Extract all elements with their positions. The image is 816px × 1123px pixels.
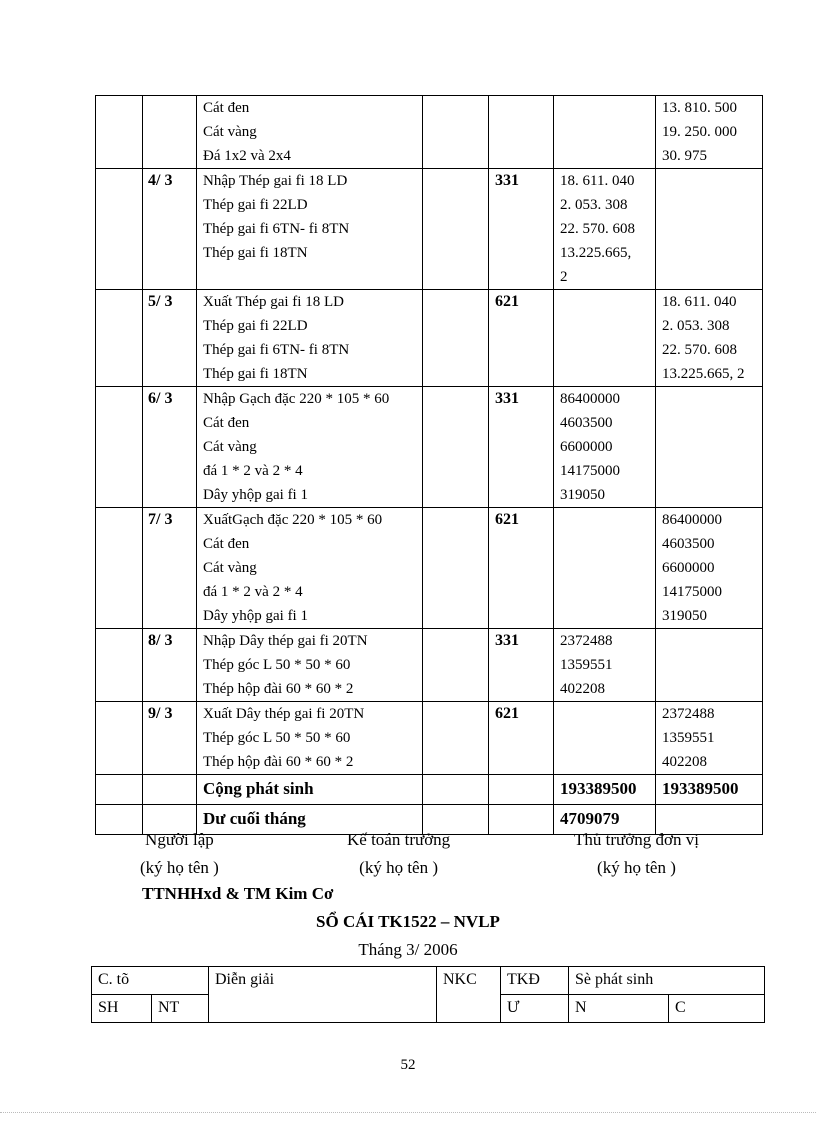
cell-line: 2372488 bbox=[560, 633, 613, 649]
cell-line: 13. 810. 500 bbox=[662, 100, 737, 116]
cell-line: 6600000 bbox=[662, 560, 715, 576]
cell-line: 2. 053. 308 bbox=[662, 318, 730, 334]
cell-line: đá 1 * 2 và 2 * 4 bbox=[203, 463, 303, 479]
signature-head bbox=[574, 826, 699, 882]
ledger-cell-credit bbox=[656, 96, 763, 169]
cell-line: Thép góc L 50 * 50 * 60 bbox=[203, 730, 351, 746]
cell-line: 402208 bbox=[560, 681, 605, 697]
cell-line: 1359551 bbox=[560, 657, 613, 673]
ledger-cell-desc bbox=[197, 169, 423, 290]
company-name: TTNHHxd & TM Kim Cơ bbox=[142, 884, 334, 903]
cell-line: Thép góc L 50 * 50 * 60 bbox=[203, 657, 351, 673]
ledger-row bbox=[96, 169, 763, 290]
ledger-cell-desc bbox=[197, 290, 423, 387]
contra-account-header: TKĐ bbox=[501, 967, 569, 995]
amounts-header: Sè phát sinh bbox=[569, 967, 765, 995]
ledger-cell-desc bbox=[197, 702, 423, 775]
cell-line: 2 bbox=[560, 269, 568, 285]
cell-line: Thép gai fi 22LD bbox=[203, 197, 308, 213]
cell-line: Thép gai fi 22LD bbox=[203, 318, 308, 334]
ledger-cell-nt: 6/ 3 bbox=[143, 387, 197, 508]
cell-line: Xuất Thép gai fi 18 LD bbox=[203, 294, 344, 310]
ledger-row bbox=[96, 702, 763, 775]
cell-line: 18. 611. 040 bbox=[662, 294, 737, 310]
cell-line: 22. 570. 608 bbox=[560, 221, 635, 237]
head-title: Thủ trưởng đơn vị bbox=[574, 830, 699, 849]
cell-line: 1359551 bbox=[662, 730, 715, 746]
preparer-sign-note: (ký họ tên ) bbox=[140, 858, 219, 877]
ledger-cell-credit bbox=[656, 290, 763, 387]
ledger-cell-sh bbox=[96, 169, 143, 290]
ledger-cell-desc bbox=[197, 387, 423, 508]
ledger-cell-nkc bbox=[423, 387, 489, 508]
cell-line: 30. 975 bbox=[662, 148, 707, 164]
description-header: Diễn giải bbox=[209, 967, 437, 1023]
accountant-title: Kế toán trưởng bbox=[347, 830, 451, 849]
cell-line: Cát vàng bbox=[203, 560, 257, 576]
closing-debit: 4709079 bbox=[554, 805, 656, 835]
ledger-cell-desc bbox=[197, 96, 423, 169]
cell-line: Thép gai fi 18TN bbox=[203, 245, 308, 261]
cell-line: Đá 1x2 và 2x4 bbox=[203, 148, 291, 164]
totals-nkc bbox=[423, 775, 489, 805]
ledger-title: SỔ CÁI TK1522 – NVLP bbox=[316, 912, 500, 931]
cell-line: Thép hộp đài 60 * 60 * 2 bbox=[203, 681, 354, 697]
ledger-row bbox=[96, 387, 763, 508]
cell-line: Cát đen bbox=[203, 536, 250, 552]
ledger-cell-acct bbox=[489, 96, 554, 169]
ledger-cell-debit bbox=[554, 290, 656, 387]
cell-line: 86400000 bbox=[662, 512, 722, 528]
totals-credit: 193389500 bbox=[656, 775, 763, 805]
ledger-cell-credit bbox=[656, 387, 763, 508]
cell-line: Thép gai fi 18TN bbox=[203, 366, 308, 382]
ledger-cell-nt: 5/ 3 bbox=[143, 290, 197, 387]
ledger-cell-acct: 331 bbox=[489, 387, 554, 508]
cell-line: Cát vàng bbox=[203, 439, 257, 455]
cell-line: 4603500 bbox=[560, 415, 613, 431]
ledger-cell-credit bbox=[656, 508, 763, 629]
ledger-cell-nt: 4/ 3 bbox=[143, 169, 197, 290]
cell-line: 402208 bbox=[662, 754, 707, 770]
cell-line: 2. 053. 308 bbox=[560, 197, 628, 213]
ledger-cell-sh bbox=[96, 508, 143, 629]
cell-line: 18. 611. 040 bbox=[560, 173, 635, 189]
ledger-cell-credit bbox=[656, 702, 763, 775]
totals-sh bbox=[96, 775, 143, 805]
cell-line bbox=[203, 265, 422, 289]
ledger-cell-sh bbox=[96, 702, 143, 775]
ledger-cell-nt: 8/ 3 bbox=[143, 629, 197, 702]
ledger-cell-credit bbox=[656, 629, 763, 702]
ledger-cell-nt: 7/ 3 bbox=[143, 508, 197, 629]
accountant-sign-note: (ký họ tên ) bbox=[359, 858, 439, 877]
head-sign-note: (ký họ tên ) bbox=[597, 858, 676, 877]
ledger-cell-acct: 331 bbox=[489, 169, 554, 290]
ledger-row bbox=[96, 96, 763, 169]
cell-line: 13.225.665, 2 bbox=[662, 366, 745, 382]
cell-line: Xuất Dây thép gai fi 20TN bbox=[203, 706, 365, 722]
ledger-cell-desc bbox=[197, 629, 423, 702]
ledger-cell-sh bbox=[96, 96, 143, 169]
credit-header: C bbox=[669, 995, 765, 1023]
cell-line: 14175000 bbox=[662, 584, 722, 600]
cell-line: 86400000 bbox=[560, 391, 620, 407]
ledger-cell-nkc bbox=[423, 290, 489, 387]
signature-accountant bbox=[347, 826, 450, 882]
contra-account-header-cont: Ư bbox=[501, 995, 569, 1023]
ledger-cell-nt bbox=[143, 96, 197, 169]
cell-line: 19. 250. 000 bbox=[662, 124, 737, 140]
ledger-cell-nkc bbox=[423, 702, 489, 775]
signature-preparer bbox=[140, 826, 219, 882]
ledger-cell-desc bbox=[197, 508, 423, 629]
closing-sh bbox=[96, 805, 143, 835]
ledger-cell-nkc bbox=[423, 508, 489, 629]
cell-line: 319050 bbox=[662, 608, 707, 624]
ledger-row bbox=[96, 508, 763, 629]
preparer-title: Người lập bbox=[145, 830, 214, 849]
cell-line: Nhập Dây thép gai fi 20TN bbox=[203, 633, 368, 649]
cell-line: 2372488 bbox=[662, 706, 715, 722]
ledger-cell-credit bbox=[656, 169, 763, 290]
cell-line: 14175000 bbox=[560, 463, 620, 479]
sh-header: SH bbox=[92, 995, 152, 1023]
voucher-header: C. tõ bbox=[92, 967, 209, 995]
totals-label: Cộng phát sinh bbox=[197, 775, 423, 805]
header-row-1 bbox=[92, 967, 765, 995]
closing-label: Dư cuối tháng bbox=[197, 805, 423, 835]
ledger-cell-nkc bbox=[423, 629, 489, 702]
nt-header: NT bbox=[152, 995, 209, 1023]
cell-line: Nhập Thép gai fi 18 LD bbox=[203, 173, 348, 189]
cell-line: 6600000 bbox=[560, 439, 613, 455]
ledger-body bbox=[96, 96, 763, 835]
cell-line: đá 1 * 2 và 2 * 4 bbox=[203, 584, 303, 600]
ledger-cell-sh bbox=[96, 629, 143, 702]
ledger-cell-debit bbox=[554, 702, 656, 775]
ledger-row bbox=[96, 629, 763, 702]
cell-line: 13.225.665, bbox=[560, 245, 632, 261]
cell-line: 319050 bbox=[560, 487, 605, 503]
ledger-cell-sh bbox=[96, 290, 143, 387]
totals-row bbox=[96, 775, 763, 805]
cell-line: Cát đen bbox=[203, 100, 250, 116]
ledger-cell-acct: 621 bbox=[489, 508, 554, 629]
ledger-cell-nkc bbox=[423, 96, 489, 169]
ledger-cell-debit bbox=[554, 96, 656, 169]
ledger-row bbox=[96, 290, 763, 387]
nkc-header: NKC bbox=[437, 967, 501, 1023]
cell-line: Dây yhộp gai fi 1 bbox=[203, 608, 308, 624]
cell-line: Thép gai fi 6TN- fi 8TN bbox=[203, 342, 350, 358]
ledger-cell-acct: 621 bbox=[489, 702, 554, 775]
cell-line: Cát vàng bbox=[203, 124, 257, 140]
cell-line: 22. 570. 608 bbox=[662, 342, 737, 358]
ledger-cell-nt: 9/ 3 bbox=[143, 702, 197, 775]
ledger-cell-debit bbox=[554, 508, 656, 629]
cell-line: XuấtGạch đặc 220 * 105 * 60 bbox=[203, 512, 383, 528]
ledger-cell-nkc bbox=[423, 169, 489, 290]
totals-nt bbox=[143, 775, 197, 805]
cell-line: Thép gai fi 6TN- fi 8TN bbox=[203, 221, 350, 237]
ledger-header-table bbox=[91, 966, 765, 1023]
cell-line: Nhập Gạch đặc 220 * 105 * 60 bbox=[203, 391, 390, 407]
cell-line: Thép hộp đài 60 * 60 * 2 bbox=[203, 754, 354, 770]
period: Tháng 3/ 2006 bbox=[358, 940, 458, 959]
ledger-cell-debit bbox=[554, 387, 656, 508]
ledger-cell-sh bbox=[96, 387, 143, 508]
cell-line: Cát đen bbox=[203, 415, 250, 431]
cell-line: 4603500 bbox=[662, 536, 715, 552]
ledger-table bbox=[95, 95, 763, 835]
ledger-cell-acct: 621 bbox=[489, 290, 554, 387]
ledger-cell-debit bbox=[554, 169, 656, 290]
totals-acct bbox=[489, 775, 554, 805]
totals-debit: 193389500 bbox=[554, 775, 656, 805]
cell-line: Dây yhộp gai fi 1 bbox=[203, 487, 308, 503]
page-number: 52 bbox=[400, 1057, 416, 1073]
debit-header: N bbox=[569, 995, 669, 1023]
closing-acct bbox=[489, 805, 554, 835]
ledger-cell-debit bbox=[554, 629, 656, 702]
footer-divider bbox=[0, 1112, 816, 1113]
ledger-cell-acct: 331 bbox=[489, 629, 554, 702]
